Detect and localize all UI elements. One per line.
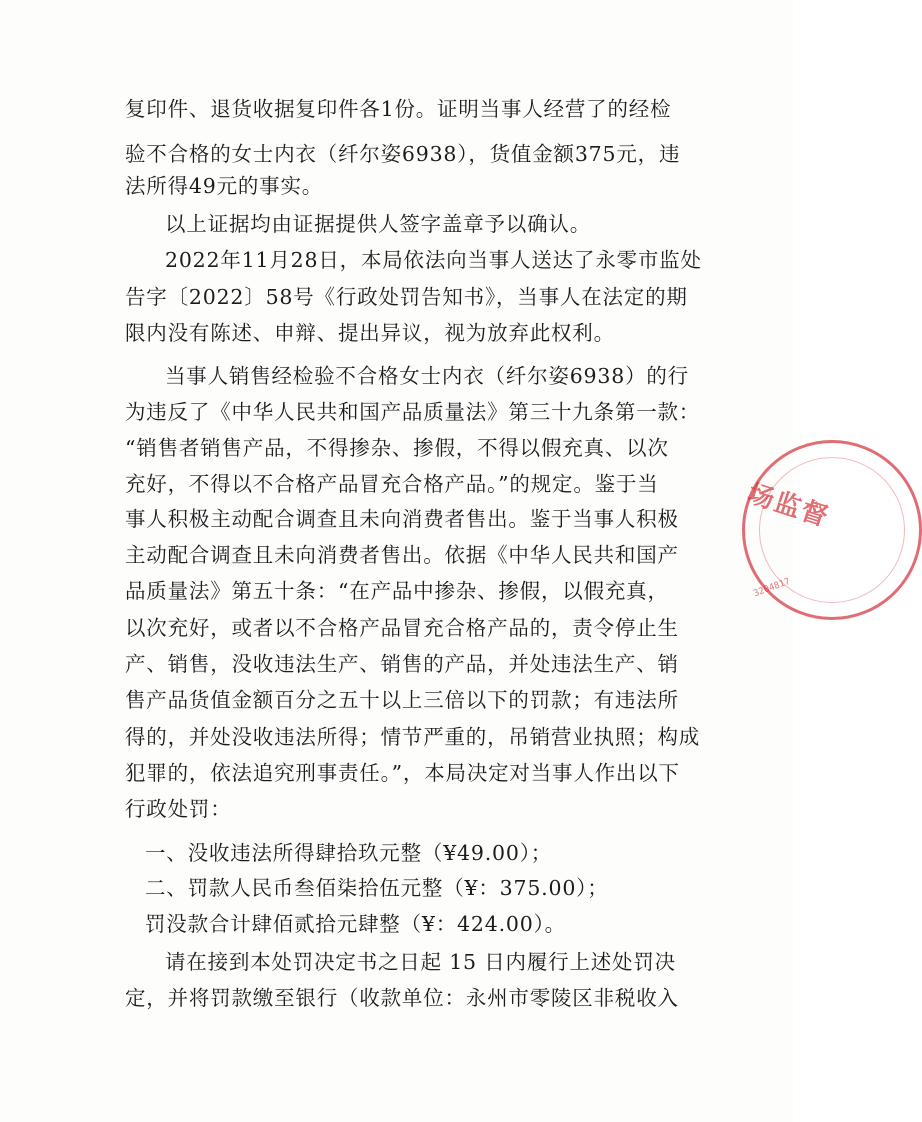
- text-line: 主动配合调查且未向消费者售出。依据《中华人民共和国产: [125, 543, 679, 567]
- text-line: 二、罚款人民币叁佰柒拾伍元整（¥：375.00）；: [145, 876, 609, 900]
- seal-text: 场监督: [743, 478, 834, 534]
- official-seal: [742, 440, 922, 620]
- text-line: 2022年11月28日，本局依法向当事人送达了永零市监处: [165, 248, 702, 272]
- text-line: “销售者销售产品，不得掺杂、掺假，不得以假充真、以次: [125, 436, 669, 460]
- text-line: 定，并将罚款缴至银行（收款单位：永州市零陵区非税收入: [125, 986, 679, 1010]
- text-line: 以次充好，或者以不合格产品冒充合格产品的，责令停止生: [125, 616, 679, 640]
- text-line: 法所得49元的事实。: [125, 174, 324, 198]
- text-line: 验不合格的女士内衣（纤尔姿6938），货值金额375元，违: [125, 142, 681, 166]
- text-line: 以上证据均由证据提供人签字盖章予以确认。: [165, 212, 591, 236]
- text-line: 一、没收违法所得肆拾玖元整（¥49.00）；: [145, 841, 553, 865]
- text-line: 为违反了《中华人民共和国产品质量法》第三十九条第一款：: [125, 400, 701, 424]
- text-line: 事人积极主动配合调查且未向消费者售出。鉴于当事人积极: [125, 507, 679, 531]
- text-line: 告字〔2022〕58号《行政处罚告知书》，当事人在法定的期: [125, 285, 688, 309]
- text-line: 犯罪的，依法追究刑事责任。”，本局决定对当事人作出以下: [125, 761, 680, 785]
- text-line: 限内没有陈述、申辩、提出异议，视为放弃此权利。: [125, 321, 615, 345]
- text-line: 品质量法》第五十条：“在产品中掺杂、掺假，以假充真，: [125, 579, 669, 603]
- text-line: 得的，并处没收违法所得；情节严重的，吊销营业执照；构成: [125, 725, 701, 749]
- text-line: 行政处罚：: [125, 797, 232, 821]
- text-line: 产、销售，没收违法生产、销售的产品，并处违法生产、销: [125, 652, 679, 676]
- text-line: 售产品货值金额百分之五十以上三倍以下的罚款；有违法所: [125, 688, 679, 712]
- text-line: 罚没款合计肆佰贰拾元肆整（¥：424.00）。: [145, 912, 566, 936]
- seal-digits: 3204817: [752, 576, 792, 600]
- text-line: 充好，不得以不合格产品冒充合格产品。”的规定。鉴于当: [125, 472, 659, 496]
- text-line: 请在接到本处罚决定书之日起 15 日内履行上述处罚决: [165, 950, 676, 974]
- text-line: 当事人销售经检验不合格女士内衣（纤尔姿6938）的行: [165, 364, 689, 388]
- text-line: 复印件、退货收据复印件各1份。证明当事人经营了的经检: [125, 97, 672, 121]
